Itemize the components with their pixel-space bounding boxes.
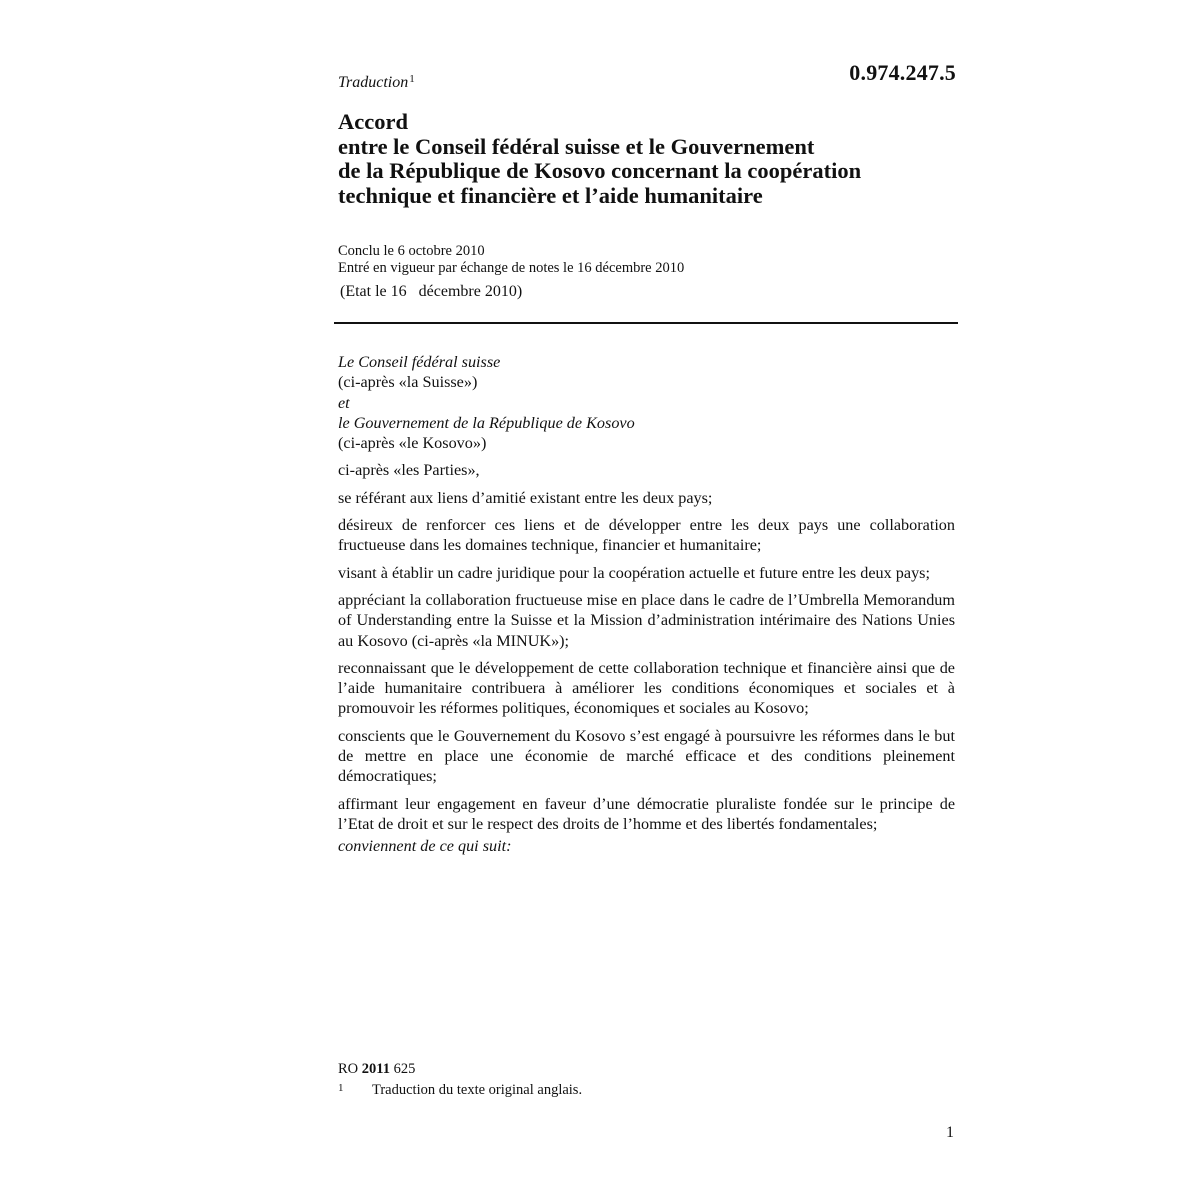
party-switzerland-alias: (ci-après «la Suisse»): [338, 373, 478, 392]
footnote-reference[interactable]: 1: [409, 73, 415, 85]
party-kosovo: le Gouvernement de la République de Kosovo: [338, 413, 635, 432]
translation-label: [338, 74, 415, 92]
header-divider: [334, 322, 958, 324]
concluded-date: Conclu le 6 octobre 2010: [338, 243, 485, 259]
document-metadata: [338, 243, 684, 276]
footnote: [338, 1080, 582, 1101]
footnote-mark: 1: [338, 1082, 344, 1094]
title-line: Accord: [338, 109, 408, 134]
party-conjunction: et: [338, 393, 350, 412]
preamble-paragraph: ci-après «les Parties»,: [338, 461, 480, 480]
ro-year: 2011: [361, 1061, 390, 1077]
footnote-text: Traduction du texte original anglais.: [372, 1082, 583, 1098]
translation-label-text: Traduction: [338, 74, 409, 91]
sr-number: 0.974.247.5: [849, 60, 956, 85]
closing-formula: conviennent de ce qui suit:: [338, 837, 512, 856]
state-date: (Etat le 16 décembre 2010): [340, 283, 523, 300]
footnotes: [338, 1059, 582, 1101]
title-line: de la République de Kosovo concernant la coopération: [338, 158, 862, 183]
preamble-body: [338, 352, 955, 857]
preamble-paragraph: désireux de renforcer ces liens et de développer entre les deux pays une collaboration fructueuse dans les domaines technique, financier et humanitaire;: [338, 516, 955, 555]
entry-into-force: Entré en vigueur par échange de notes le 16 décembre 2010: [338, 259, 685, 276]
preamble-paragraph: se référant aux liens d’amitié existant entre les deux pays;: [338, 488, 713, 507]
parties-block: [338, 352, 955, 453]
preamble-paragraph: affirmant leur engagement en faveur d’une démocratie pluraliste fondée sur le principe de l’Etat de droit et sur le respect des droits de l’homme et des libertés fondamentales;: [338, 794, 955, 833]
ro-page: 625: [393, 1061, 416, 1077]
page-number: 1: [946, 1124, 954, 1141]
document-title: [338, 110, 958, 208]
official-reference: [338, 1059, 582, 1080]
preamble-paragraph: reconnaissant que le développement de cette collaboration technique et financière ainsi que de l’aide humanitaire contribuera à améliorer les conditions économiques et sociales et à promouvoir les réformes politiques, économiques et sociales au Kosovo;: [338, 658, 955, 718]
title-line: entre le Conseil fédéral suisse et le Gouvernement: [338, 133, 815, 159]
ro-prefix: RO: [338, 1061, 359, 1077]
title-line: technique et financière et l’aide humanitaire: [338, 182, 763, 208]
preamble-paragraph: conscients que le Gouvernement du Kosovo s’est engagé à poursuivre les réformes dans le but de mettre en place une économie de marché efficace et des conditions pleinement démocratiques;: [338, 726, 955, 786]
party-switzerland: Le Conseil fédéral suisse: [338, 353, 501, 371]
preamble-paragraph: visant à établir un cadre juridique pour la coopération actuelle et future entre les deux pays;: [338, 563, 930, 582]
party-kosovo-alias: (ci-après «le Kosovo»): [338, 434, 487, 453]
preamble-paragraph: appréciant la collaboration fructueuse mise en place dans le cadre de l’Umbrella Memorandum of Understanding entre la Suisse et la Mission d’administration intérimaire des Nations Unies au Kosovo (ci-après «la MINUK»);: [338, 590, 955, 650]
